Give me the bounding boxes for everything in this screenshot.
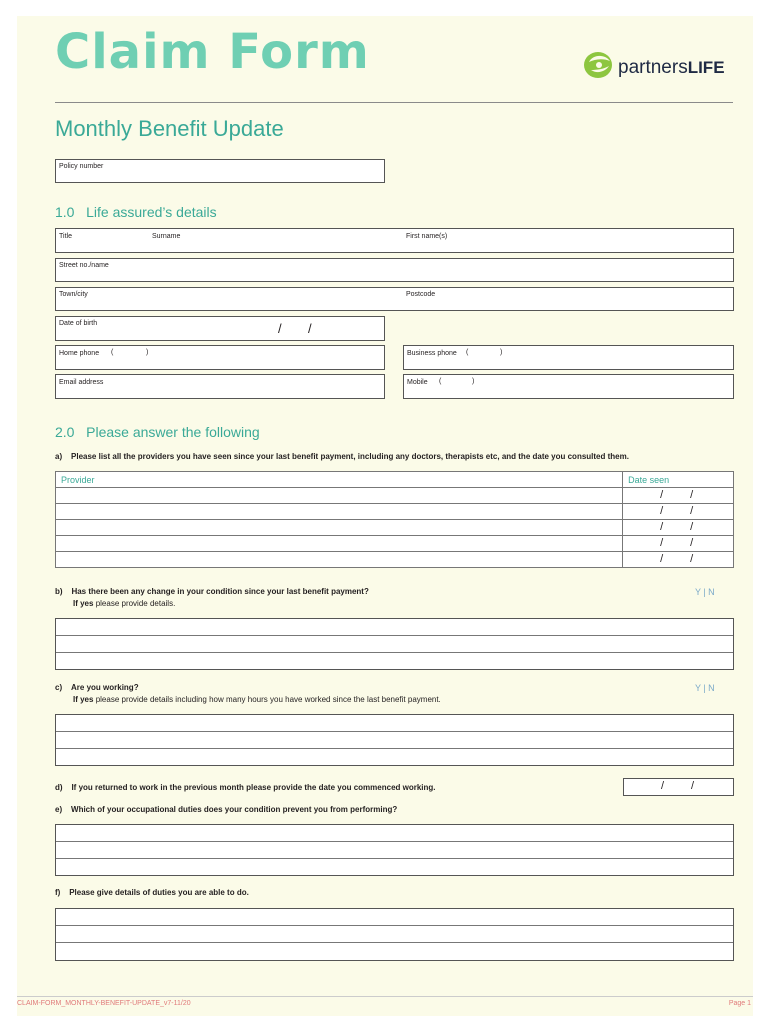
date-cell[interactable]: / / <box>623 552 734 568</box>
question-a: a) Please list all the providers you have seen since your last benefit payment, including any doctors, therapists etc, and the date you consulted them. <box>55 452 629 461</box>
first-name-label: First name(s) <box>406 233 448 240</box>
mobile-field[interactable] <box>403 374 734 399</box>
street-field[interactable] <box>55 258 734 282</box>
mobile-close-paren: ) <box>472 378 475 385</box>
table-row <box>56 520 734 536</box>
name-row <box>55 228 734 253</box>
answer-line[interactable] <box>56 619 733 636</box>
question-b-answer-box[interactable] <box>55 618 734 670</box>
question-c-sub: If yes please provide details including how many hours you have worked since the last benefit payment. <box>73 695 441 704</box>
section-1-heading: 1.0 Life assured’s details <box>55 204 217 220</box>
form-title: Claim Form <box>55 24 370 80</box>
providers-table <box>55 471 734 568</box>
question-d: d) If you returned to work in the previous month please provide the date you commenced working. <box>55 783 436 792</box>
date-cell[interactable]: / / <box>623 504 734 520</box>
date-slash-2: / <box>691 780 695 792</box>
footer-divider <box>17 996 753 997</box>
question-e: e) Which of your occupational duties does your condition prevent you from performing? <box>55 805 398 814</box>
section-2-heading: 2.0 Please answer the following <box>55 424 260 440</box>
header-divider <box>55 102 733 103</box>
form-subtitle: Monthly Benefit Update <box>55 116 284 141</box>
date-seen-column-header: Date seen <box>623 472 734 488</box>
provider-column-header: Provider <box>56 472 623 488</box>
provider-cell[interactable] <box>56 536 623 552</box>
answer-line[interactable] <box>56 859 733 876</box>
date-slash-1: / <box>661 780 665 792</box>
mobile-label: Mobile <box>407 379 428 386</box>
business-phone-close-paren: ) <box>500 349 503 356</box>
town-postcode-row <box>55 287 734 311</box>
provider-cell[interactable] <box>56 488 623 504</box>
policy-number-label: Policy number <box>59 163 104 170</box>
business-phone-label: Business phone <box>407 350 457 357</box>
table-row <box>56 536 734 552</box>
question-b-yes-no[interactable]: Y | N <box>695 587 715 597</box>
date-cell[interactable]: / / <box>623 536 734 552</box>
answer-line[interactable] <box>56 749 733 766</box>
partners-life-logo <box>583 50 733 84</box>
question-e-answer-box[interactable] <box>55 824 734 876</box>
date-cell[interactable]: / / <box>623 520 734 536</box>
footer-form-code: CLAIM-FORM_MONTHLY-BENEFIT-UPDATE_v7-11/20 <box>17 1000 191 1007</box>
answer-line[interactable] <box>56 732 733 749</box>
provider-cell[interactable] <box>56 552 623 568</box>
question-b: b) Has there been any change in your condition since your last benefit payment? <box>55 587 369 596</box>
footer-page-number: Page 1 <box>728 1000 751 1007</box>
question-c-answer-box[interactable] <box>55 714 734 766</box>
town-label: Town/city <box>59 291 88 298</box>
home-phone-field[interactable] <box>55 345 385 370</box>
postcode-label: Postcode <box>406 291 436 298</box>
question-c: c) Are you working? <box>55 683 139 692</box>
answer-line[interactable] <box>56 825 733 842</box>
table-row <box>56 552 734 568</box>
question-f-answer-box[interactable] <box>55 908 734 961</box>
answer-line[interactable] <box>56 943 733 960</box>
date-of-birth-field[interactable] <box>55 316 385 341</box>
date-cell[interactable]: / / <box>623 488 734 504</box>
surname-label: Surname <box>152 233 181 240</box>
home-phone-close-paren: ) <box>146 349 149 356</box>
table-row <box>56 488 734 504</box>
return-to-work-date-field[interactable] <box>623 778 734 796</box>
provider-cell[interactable] <box>56 504 623 520</box>
answer-line[interactable] <box>56 636 733 653</box>
question-f: f) Please give details of duties you are able to do. <box>55 888 249 897</box>
provider-cell[interactable] <box>56 520 623 536</box>
dob-label: Date of birth <box>59 320 98 327</box>
business-phone-open-paren: ( <box>466 349 469 356</box>
street-label: Street no./name <box>59 262 109 269</box>
dob-slash-1: / <box>278 321 282 336</box>
business-phone-field[interactable] <box>403 345 734 370</box>
table-row <box>56 504 734 520</box>
email-field[interactable] <box>55 374 385 399</box>
answer-line[interactable] <box>56 926 733 943</box>
policy-number-field[interactable] <box>55 159 385 183</box>
answer-line[interactable] <box>56 715 733 732</box>
title-label: Title <box>59 233 72 240</box>
logo-mark-icon <box>583 50 617 80</box>
email-label: Email address <box>59 379 104 386</box>
answer-line[interactable] <box>56 842 733 859</box>
dob-slash-2: / <box>308 321 312 336</box>
answer-line[interactable] <box>56 653 733 670</box>
question-b-sub: If yes please provide details. <box>73 599 176 608</box>
question-c-yes-no[interactable]: Y | N <box>695 683 715 693</box>
home-phone-open-paren: ( <box>111 349 114 356</box>
logo-text: partnersLIFE <box>618 57 725 78</box>
home-phone-label: Home phone <box>59 350 100 357</box>
form-page <box>17 16 753 1016</box>
mobile-open-paren: ( <box>439 378 442 385</box>
answer-line[interactable] <box>56 909 733 926</box>
